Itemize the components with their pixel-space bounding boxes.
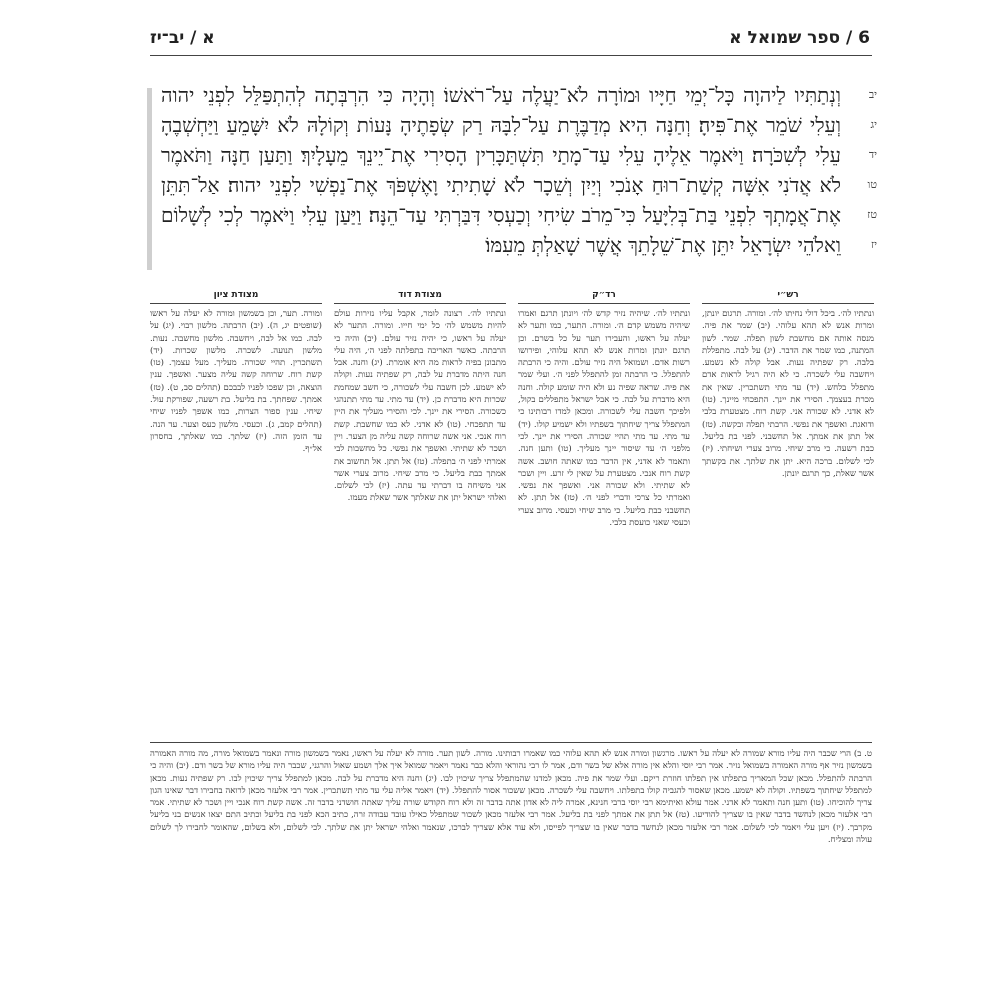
commentary-column-rashi xyxy=(702,290,874,735)
running-header xyxy=(150,28,870,54)
column-text: ומורה. תער, וכן בשמשון ומורה לא יעלה על ראשו (שופטים יג, ה). (יב) הרבתה. מלשון רבוי. (יג) על לבה. כמו אל לבה, ויחשבה. מלשון מחשבה. נעות. מלשון תנועה. לשכרה. מלשון שכרות. (יד) תשתכרין. תהיי שכורה. מעליך. מעל עצמך. (טו) קשת רוח. שרוחה קשה עליה מצער. ואשפך. ענין הוצאה, וכן שפכו לפניו לבבכם (תהלים סב, ט). (טז) אמתך. שפחתך. בת בליעל. בת רשעה, שפורקת עול. שיחי. ענין ספור הצרות, כמו אשפך לפניו שיחי (תהלים קמב, ג). וכעסי. מלשון כעס וצער. עד הנה. עד הזמן הזה. (יז) שלתך. כמו שאלתך, בחסרון אל״ף. xyxy=(150,309,322,455)
bottom-commentary: ט. ב) הרי שכבר היה עליו מורא שמורה לא יעלה על ראשו. מרגשון ומורה אנש לא תהא עלוהי כמו שאמרו רבותינו. מורה. לשון תער. מורה לא יעלה על ראשו, נאמר בשמשון מורה ונאמר בשמואל מורה, מה מורה האמורה בשמשון נזיר אף מורה האמורה בשמואל נזיר. אמר רבי יוסי והלא אין מורה אלא של בשר ודם, אמר לו רבי נהוראי והלא כבר נאמר ויאמר שמואל איך אלך ושמע שאול והרגני, שכבר היה עליו מורא של בשר ודם. (יב) והיה כי הרבתה להתפלל. מכאן שכל המאריך בתפלתו אין תפלתו חוזרת ריקם. ועלי שמר את פיה. מכאן למדנו שהמתפלל צריך שיכוין לבו. (יג) וחנה היא מדברת על לבה. מכאן למתפלל צריך שיכוין לבו. רק שפתיה נעות. מכאן למתפלל שיחתוך בשפתיו. וקולה לא ישמע. מכאן שאסור להגביה קולו בתפלתו. ויחשבה עלי לשכרה. מכאן ששכור אסור להתפלל. (יד) ויאמר אליה עלי עד מתי תשתכרין. אמר רבי אלעזר מכאן לרואה בחבירו דבר שאינו הגון צריך להוכיחו. (טו) ותען חנה ותאמר לא אדני. אמר עולא ואיתימא רבי יוסי ברבי חנינא, אמרה ליה לא אדון אתה בדבר זה ולא רוח הקודש שורה עליך שאתה חושדני בדבר זה. אשה קשת רוח אנכי ויין ושכר לא שתיתי. אמר רבי אלעזר מכאן לנחשד בדבר שאין בו שצריך להודיעו. (טז) אל תתן את אמתך לפני בת בליעל. אמר רבי אלעזר מכאן לשכור שמתפלל כאילו עובד עבודה זרה, כתיב הכא לפני בת בליעל וכתיב התם יצאו אנשים בני בליעל מקרבך. (יז) ויען עלי ויאמר לכי לשלום. אמר רבי אלעזר מכאן לנחשד בדבר שאין בו שצריך לפייסו, ולא עוד אלא שצריך לברכו, שנאמר ואלהי ישראל יתן את שלתך. לכי לשלום, ולא בשלום, שהאומר לחבירו לך לשלום עולה ומצליח. xyxy=(150,749,872,846)
chapter-verse-label: א / יב־יז xyxy=(150,28,215,48)
header-divider xyxy=(150,55,872,56)
commentary-column-radak xyxy=(518,290,690,735)
verse-numbers xyxy=(853,80,877,260)
column-title: מצודת דוד xyxy=(334,290,506,304)
column-title: רש״י xyxy=(702,290,874,304)
bottom-divider xyxy=(150,742,872,743)
column-title: רד״ק xyxy=(518,290,690,304)
column-text: ונתתיו לה׳. שיהיה נזיר קדש לה׳ ויונתן תרגם ואמרו שיהיה משמש קדם ה׳. ומורה. התער, כמו ותער לא יעלה על ראשו, והעבירו תער על כל בשרם. וכן תרגם יונתן ומרות אנש לא תהא עלוהי, ופירושו רשות אדם. ושמואל היה נזיר עולם. והיה כי הרבתה להתפלל. כי הרבתה זמן להתפלל לפני ה׳. ועלי שמר את פיה. שראה שפיה נע ולא היה שומע קולה. וחנה היא מדברת על לבה. כי אבל ישראל מתפללים בקול, ולפיכך חשבה עלי לשכורה. ומכאן למדו רבותינו כי המתפלל צריך שיחתוך בשפתיו ולא ישמיע קולו. (יד) עד מתי. עד מתי תהיי שכורה. הסירי את יינך. לכי מלפני ה׳ עד שיסור יינך מעליך. (טו) ותען חנה. ותאמר לא אדני, אין הדבר כמו שאתה חושב. אשה קשת רוח אנכי. מצטערת על שאין לי זרע. ויין ושכר לא שתיתי. ולא שכורה אני. ואשפך את נפשי. ואמרתי כל צרכי ודברי לפני ה׳. (טז) אל תתן. לא תחשבני כבת בליעל. כי מרב שיחי וכעסי. מרוב צערי וכעסי שאני כועסת בלבי. xyxy=(518,309,690,529)
book-page-label: 6 / ספר שמואל א xyxy=(729,28,870,48)
commentary-column-metzudat-zion xyxy=(150,290,322,735)
commentary-column-metzudat-david xyxy=(334,290,506,735)
verse-number: טז xyxy=(867,208,877,221)
column-text: ונתתיו לה׳. רצונה לומר, אקבל עליו נזירות עולם להיות משמש לה׳ כל ימי חייו. ומורה. התער לא יעלה על ראשו, כי יהיה נזיר עולם. (יב) והיה כי הרבתה. כאשר האריכה בתפלתה לפני ה׳, היה עלי מתבונן בפיה לראות מה היא אומרת. (יג) וחנה. אבל חנה היתה מדברת על לבה, רק שפתיה נעות. וקולה לא ישמע. לכן חשבה עלי לשכורה, כי חשב שמחמת שכרות היא מדברת כן. (יד) עד מתי. עד מתי תתנהגי כשכורה. הסירי את יינך. לכי והסירי מעליך את היין עד תתפכחי. (טו) לא אדני. לא כמו שחשבת. קשת רוח אנכי. אני אשה שרוחה קשה עליה מן הצער. ויין ושכר לא שתיתי. ואשפך את נפשי. כל מחשבות לבי אמרתי לפני ה׳ בתפלה. (טז) אל תתן. אל תחשוב את אמתך כבת בליעל. כי מרב שיחי. מרוב צערי אשר אני משיחה בו דברתי עד עתה. (יז) לכי לשלום. ואלהי ישראל יתן את שאלתך אשר שאלת מעמו. xyxy=(334,309,506,504)
main-verses xyxy=(145,80,877,270)
column-title: מצודת ציון xyxy=(150,290,322,304)
verse-number: יז xyxy=(871,238,877,251)
verse-number: יב xyxy=(868,88,877,101)
column-text: ונתתיו לה׳. ביכל דולי נחיתו לה׳. ומורה. תרגום יונתן, ומרות אנש לא תהא עלוהי. (יב) שמר את פיה. מנסה אותה אם מחשבת לשון תפלה. שמר. לשון המתנה, כמו שמר את הדבר. (יג) על לבה. מתפללת בלבה. רק שפתיה נעות. אבל קולה לא נשמע. ויחשבה עלי לשכרה. כי לא היה רגיל לראות אדם מתפלל בלחש. (יד) עד מתי תשתכרין. שאין את מכרת בעצמך. הסירי את יינך. התפכחי מיינך. (טו) לא אדני. לא שכורה אני. קשת רוח. מצטערת בלבי ודואגת. ואשפך את נפשי. הרבתי תפלה ובקשה. (טז) אל תתן את אמתך. אל תחשבני. לפני בת בליעל. כבת רשעה. כי מרב שיחי. מרוב צערי ושיחתי. (יז) לכי לשלום. ברכה היא. יתן את שלתך. את בקשתך אשר שאלת, כך תרגם יונתן. xyxy=(702,309,874,479)
verse-number: יד xyxy=(868,148,877,161)
verse-number: יג xyxy=(870,118,877,131)
verse-number: טו xyxy=(867,178,877,191)
verse-text: וְנְתַתִּיו לַיהוָה כָּל־יְמֵי חַיָּיו וּמוֹרָה לֹא־יַעֲלֶה עַל־רֹאשׁוֹ׃ וְהָיָה כִּי הִרְבְּתָה לְהִתְפַּלֵּל לִפְנֵי יהוה וְעֵלִי שֹׁמֵר אֶת־פִּיהָ׃ וְחַנָּה הִיא מְדַבֶּרֶת עַל־לִבָּהּ רַק שְׂפָתֶיהָ נָּעוֹת וְקוֹלָהּ לֹא יִשָּׁמֵעַ וַיַּחְשְׁבֶהָ עֵלִי לְשִׁכֹּרָה׃ וַיֹּאמֶר אֵלֶיהָ עֵלִי עַד־מָתַי תִּשְׁתַּכָּרִין הָסִירִי אֶת־יֵינֵךְ מֵעָלָיִךְ׃ וַתַּעַן חַנָּה וַתֹּאמֶר לֹא אֲדֹנִי אִשָּׁה קְשַׁת־רוּחַ אָנֹכִי וְיַיִן וְשֵׁכָר לֹא שָׁתִיתִי וָאֶשְׁפֹּךְ אֶת־נַפְשִׁי לִפְנֵי יהוה׃ אַל־תִּתֵּן אֶת־אֲמָתְךָ לִפְנֵי בַּת־בְּלִיָּעַל כִּי־מֵרֹב שִׂיחִי וְכַעְסִי דִּבַּרְתִּי עַד־הֵנָּה׃ וַיַּעַן עֵלִי וַיֹּאמֶר לְכִי לְשָׁלוֹם וֵאלֹהֵי יִשְׂרָאֵל יִתֵּן אֶת־שֵׁלָתֵךְ אֲשֶׁר שָׁאַלְתְּ מֵעִמּוֹ׃ xyxy=(161,83,841,257)
commentary-columns xyxy=(150,290,874,735)
